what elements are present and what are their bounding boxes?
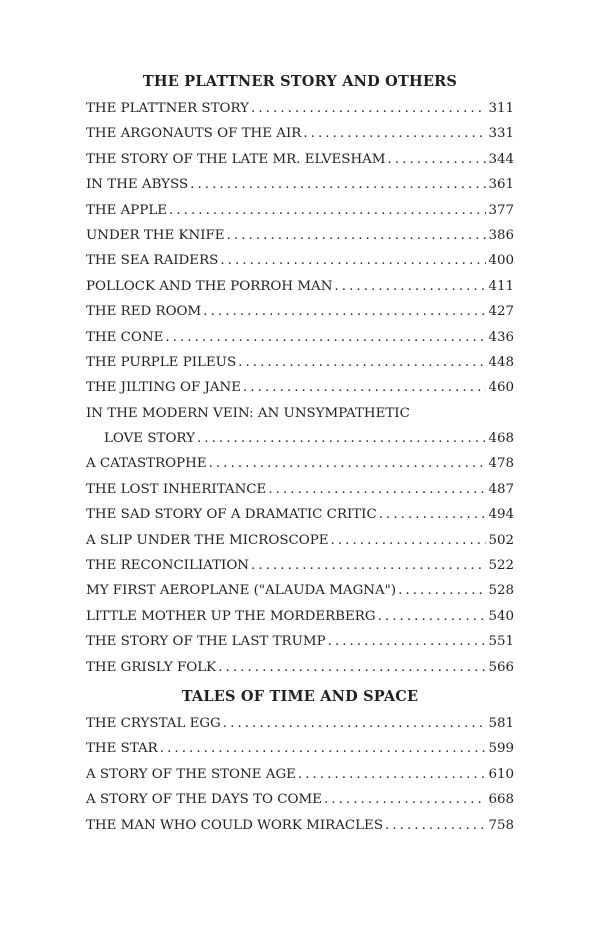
toc-entry[interactable] (86, 172, 514, 197)
toc-entry[interactable] (86, 96, 514, 121)
leader-dots (223, 711, 487, 736)
entry-page: 427 (488, 304, 514, 320)
entry-title: THE RECONCILIATION (86, 558, 250, 574)
entry-page: 377 (488, 202, 514, 218)
leader-dots (243, 375, 486, 400)
leader-dots (238, 350, 486, 375)
entry-page: 502 (488, 532, 514, 548)
entry-page: 566 (488, 659, 514, 675)
toc-entry[interactable] (86, 655, 514, 680)
toc-entry[interactable] (86, 502, 514, 527)
entry-title: THE PLATTNER STORY (86, 101, 250, 116)
entry-page: 436 (488, 329, 514, 345)
entry-page: 599 (488, 741, 514, 757)
entry-title: THE STAR (86, 741, 158, 757)
entry-page: 494 (488, 507, 514, 523)
entry-title: THE SEA RAIDERS (86, 253, 219, 269)
toc-entry[interactable] (86, 248, 514, 273)
toc-entry[interactable] (86, 350, 514, 375)
entry-page: 528 (488, 583, 514, 599)
leader-dots (298, 762, 487, 787)
leader-dots (388, 147, 487, 172)
leader-dots (324, 787, 486, 812)
entry-page: 448 (488, 354, 514, 370)
toc-entry[interactable] (86, 299, 514, 324)
entry-title: A SLIP UNDER THE MICROSCOPE (86, 532, 329, 548)
leader-dots (190, 172, 486, 197)
entry-page: 478 (488, 456, 514, 472)
entry-page: 668 (488, 792, 514, 808)
entry-title: THE SAD STORY OF A DRAMATIC CRITIC (86, 507, 377, 523)
entry-title: THE STORY OF THE LATE MR. ELVESHAM (86, 151, 386, 167)
toc-entry[interactable] (86, 121, 514, 146)
toc-entry-multiline[interactable] (86, 401, 514, 452)
toc-entry[interactable] (86, 147, 514, 172)
entry-page: 460 (488, 380, 514, 396)
leader-dots (331, 528, 487, 553)
entry-title: IN THE MODERN VEIN: AN UNSYMPATHETIC (86, 405, 410, 421)
entry-title: POLLOCK AND THE PORROH MAN (86, 278, 333, 294)
toc-entry[interactable] (86, 711, 514, 736)
toc-entry[interactable] (86, 813, 514, 838)
leader-dots (203, 299, 486, 324)
entry-page: 522 (488, 558, 514, 574)
section-title: THE PLATTNER STORY AND OTHERS (142, 73, 458, 90)
toc-entry[interactable] (86, 477, 514, 502)
toc-entry[interactable] (86, 528, 514, 553)
entry-page: 581 (488, 716, 514, 731)
leader-dots (251, 553, 486, 578)
entry-title: THE STORY OF THE LAST TRUMP (86, 634, 326, 650)
entry-page: 361 (488, 177, 514, 193)
entry-page: 540 (488, 608, 514, 624)
toc-entry[interactable] (86, 629, 514, 654)
entry-page: 344 (488, 151, 514, 167)
leader-dots (378, 604, 487, 629)
leader-dots (398, 578, 486, 603)
entry-title: MY FIRST AEROPLANE ("ALAUDA MAGNA") (86, 583, 397, 599)
entry-title: THE GRISLY FOLK (86, 659, 217, 675)
entry-title: A STORY OF THE DAYS TO COME (86, 792, 322, 808)
section-title: TALES OF TIME AND SPACE (181, 688, 419, 705)
leader-dots (165, 325, 486, 350)
toc-entry-continuation (86, 426, 514, 451)
toc-entry[interactable] (86, 375, 514, 400)
entry-title: THE CRYSTAL EGG (86, 716, 221, 731)
leader-dots (334, 274, 486, 299)
leader-dots (197, 426, 487, 451)
leader-dots (379, 502, 487, 527)
entry-title: THE ARGONAUTS OF THE AIR (86, 126, 302, 142)
entry-page: 758 (488, 817, 514, 833)
entry-page: 311 (488, 101, 514, 116)
leader-dots (218, 655, 486, 680)
leader-dots (251, 96, 486, 121)
entry-page: 411 (488, 278, 514, 294)
entry-title: THE LOST INHERITANCE (86, 481, 267, 497)
entry-title: A CATASTROPHE (86, 456, 207, 472)
toc-list (86, 711, 514, 838)
leader-dots (169, 198, 486, 223)
entry-title: THE APPLE (86, 202, 167, 218)
entry-page: 400 (488, 253, 514, 269)
entry-title: THE PURPLE PILEUS (86, 354, 237, 370)
entry-title: UNDER THE KNIFE (86, 227, 225, 243)
leader-dots (268, 477, 486, 502)
toc-entry[interactable] (86, 578, 514, 603)
entry-title: THE JILTING OF JANE (86, 380, 242, 396)
leader-dots (227, 223, 487, 248)
entry-title: LITTLE MOTHER UP THE MORDERBERG (86, 608, 376, 624)
entry-page: 551 (488, 634, 514, 650)
entry-title: IN THE ABYSS (86, 177, 189, 193)
entry-title: THE CONE (86, 329, 164, 345)
entry-title: THE RED ROOM (86, 304, 202, 320)
toc-entry[interactable] (86, 451, 514, 476)
leader-dots (220, 248, 486, 273)
entry-title: A STORY OF THE STONE AGE (86, 766, 296, 782)
toc-entry[interactable] (86, 787, 514, 812)
leader-dots (385, 813, 486, 838)
entry-page: 468 (488, 431, 514, 447)
entry-page: 487 (488, 481, 514, 497)
toc-entry[interactable] (86, 223, 514, 248)
leader-dots (209, 451, 487, 476)
leader-dots (303, 121, 486, 146)
toc-entry[interactable] (86, 325, 514, 350)
entry-page: 331 (488, 126, 514, 142)
entry-page: 610 (488, 766, 514, 782)
entry-title: THE MAN WHO COULD WORK MIRACLES (86, 817, 383, 833)
toc-entry[interactable] (86, 762, 514, 787)
leader-dots (328, 629, 487, 654)
entry-title-continuation: LOVE STORY (104, 431, 195, 447)
entry-page: 386 (488, 227, 514, 243)
toc-entry[interactable] (86, 198, 514, 223)
toc-entry[interactable] (86, 553, 514, 578)
toc-entry[interactable] (86, 274, 514, 299)
leader-dots (160, 736, 487, 761)
toc-list (86, 96, 514, 680)
toc-entry[interactable] (86, 604, 514, 629)
toc-entry[interactable] (86, 736, 514, 761)
